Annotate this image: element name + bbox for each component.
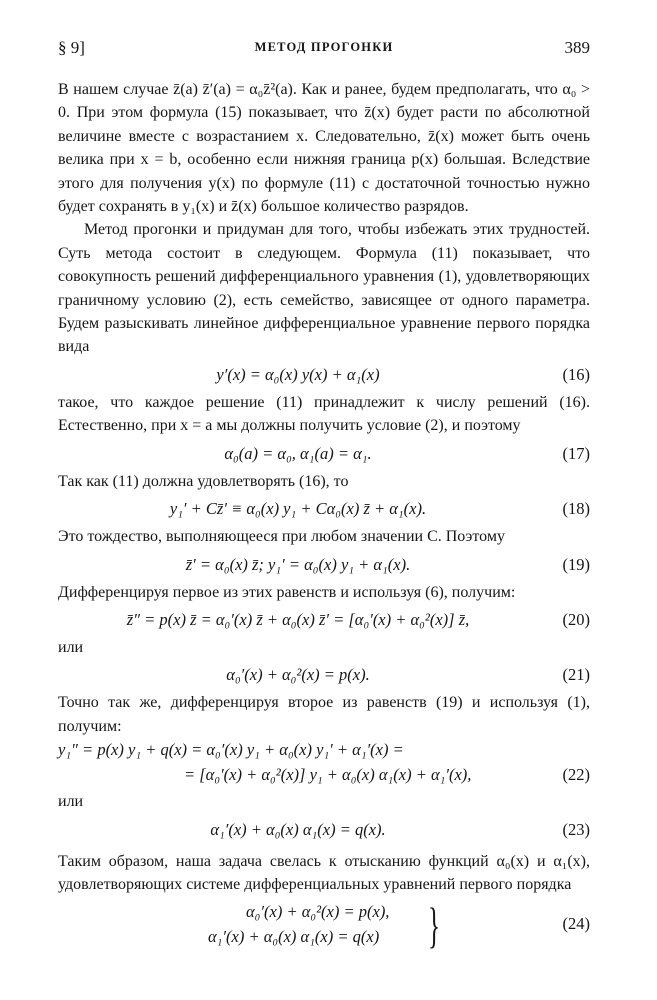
equation-24-row-2: α₁′(x) + α₀(x) α₁(x) = q(x) bbox=[208, 927, 380, 947]
equation-21 bbox=[58, 659, 590, 691]
equation-22 bbox=[58, 738, 590, 790]
equation-24-row-1: α₀′(x) + α₀²(x) = p(x), bbox=[246, 902, 390, 922]
running-title: МЕТОД ПРОГОНКИ bbox=[254, 40, 394, 54]
equation-16-number: (16) bbox=[562, 364, 590, 384]
equation-22-number: (22) bbox=[562, 765, 590, 785]
equation-24-number: (24) bbox=[562, 914, 590, 934]
paragraph-4: Так как (11) должна удовлетворять (16), то bbox=[58, 472, 349, 490]
paragraph-6: Дифференцируя первое из этих равенств и используя (6), получим: bbox=[58, 583, 516, 601]
page-body bbox=[58, 78, 590, 956]
equation-20-formula: z̄″ = p(x) z̄ = α₀′(x) z̄ + α₀(x) z̄′ = [α₀′(x) + α₀²(x)] z̄, bbox=[126, 609, 470, 629]
paragraph-3: такое, что каждое решение (11) принадлежит к числу решений (16). Естественно, при x = a мы должны получить условие (2), и поэтому bbox=[58, 393, 590, 435]
paragraph-7: или bbox=[58, 638, 84, 656]
paragraph-5: Это тождество, выполняющееся при любом значении C. Поэтому bbox=[58, 528, 505, 546]
equation-17 bbox=[58, 438, 590, 470]
equation-16 bbox=[58, 359, 590, 391]
equation-24-system bbox=[58, 896, 590, 956]
right-brace-icon: } bbox=[428, 897, 440, 954]
page-number: 389 bbox=[564, 38, 590, 57]
paragraph-8: Точно так же, дифференцируя второе из равенств (19) и используя (1), получим: bbox=[58, 694, 590, 735]
paragraph-10: Таким образом, наша задача свелась к отысканию функций α₀(x) и α₁(x), удовлетворяющих системе дифференциальных уравнений первого порядка bbox=[58, 852, 590, 893]
equation-22-line-1: y₁″ = p(x) y₁ + q(x) = α₀′(x) y₁ + α₀(x) y₁′ + α₁′(x) = bbox=[58, 740, 404, 760]
equation-18 bbox=[58, 493, 590, 525]
equation-18-formula: y₁′ + Cz̄′ ≡ α₀(x) y₁ + Cα₀(x) z̄ + α₁(x). bbox=[169, 499, 427, 519]
equation-19-formula: z̄′ = α₀(x) z̄; y₁′ = α₀(x) y₁ + α₁(x). bbox=[185, 554, 411, 574]
equation-19-number: (19) bbox=[562, 554, 590, 574]
equation-20 bbox=[58, 604, 590, 636]
equation-21-formula: α₀′(x) + α₀²(x) = p(x). bbox=[226, 665, 370, 685]
equation-19 bbox=[58, 549, 590, 581]
equation-22-line-2: = [α₀′(x) + α₀²(x)] y₁ + α₀(x) α₁(x) + α₁′(x), bbox=[184, 765, 472, 785]
equation-23-number: (23) bbox=[562, 819, 590, 839]
equation-16-formula: y′(x) = α₀(x) y(x) + α₁(x) bbox=[216, 364, 380, 384]
paragraph-2: Метод прогонки и придуман для того, чтобы избежать этих трудностей. Суть метода состоит в следующем. Формула (11) показывает, что совокупность решений дифференциального уравнения (1), удовлетворяющих граничному условию (2), есть семейство, зависящее от одного параметра. Будем разыскивать линейное дифференциальное уравнение первого порядка вида bbox=[58, 221, 590, 356]
paragraph-1: В нашем случае z̄(a) z̄′(a) = α₀z̄²(a). Как и ранее, будем предполагать, что α₀ > 0. При этом формула (15) показывает, что z̄(x) будет расти по абсолютной величине вместе с возрастанием x. Следовательно, z̄(x) может быть очень велика при x = b, особенно если нижняя граница p(x) большая. Вследствие этого для получения y(x) по формуле (11) с достаточной точностью нужно будет сохранять в y₁(x) и z̄(x) большое количество разрядов. bbox=[58, 81, 590, 216]
equation-17-number: (17) bbox=[562, 443, 590, 463]
section-mark: § 9] bbox=[58, 38, 85, 57]
paragraph-9: или bbox=[58, 793, 84, 811]
equation-23 bbox=[58, 814, 590, 846]
equation-21-number: (21) bbox=[562, 665, 590, 685]
running-header bbox=[58, 38, 590, 62]
equation-17-formula: α₀(a) = α₀, α₁(a) = α₁. bbox=[224, 443, 372, 463]
equation-18-number: (18) bbox=[562, 499, 590, 519]
equation-20-number: (20) bbox=[562, 609, 590, 629]
equation-23-formula: α₁′(x) + α₀(x) α₁(x) = q(x). bbox=[210, 819, 386, 839]
